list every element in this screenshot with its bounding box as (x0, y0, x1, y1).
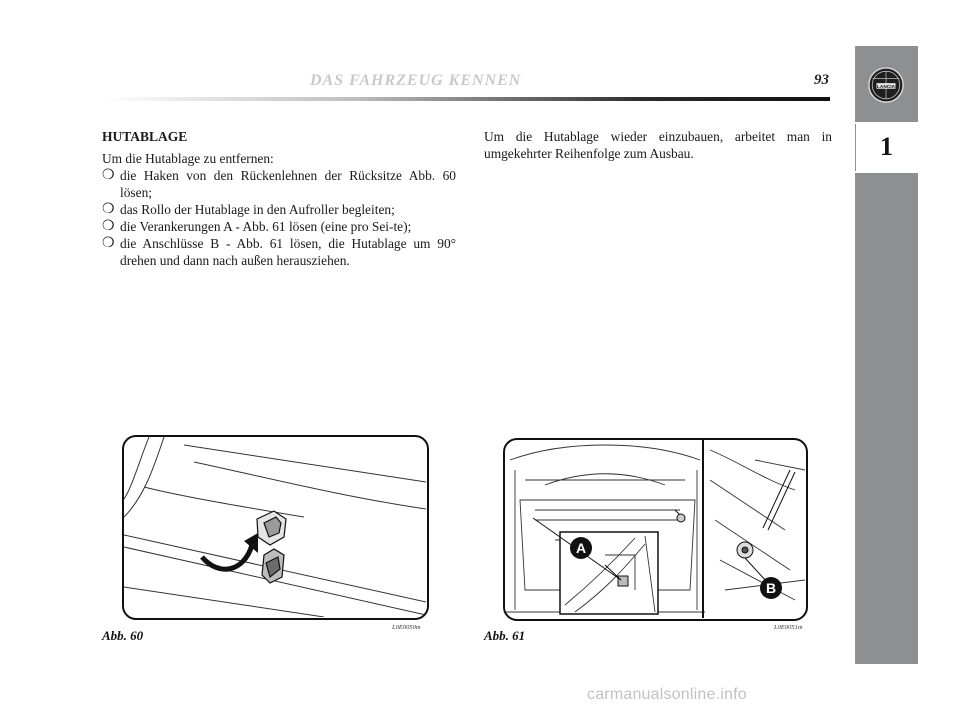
seat-hook-drawing (124, 437, 426, 617)
bullet-icon: ❍ (102, 168, 115, 183)
figure-61-caption: Abb. 61 (484, 628, 526, 643)
list-item-text: die Verankerungen A - Abb. 61 lösen (eine pro Sei-te); (120, 219, 412, 234)
running-header-title: DAS FAHRZEUG KENNEN (310, 72, 522, 89)
bullet-icon: ❍ (102, 219, 115, 234)
logo-lettering: LANCIA (877, 84, 895, 90)
list-item (102, 218, 456, 235)
list-item-text: die Anschlüsse B - Abb. 61 lösen, die Hutablage um 90° drehen und dann nach außen herausziehen. (120, 236, 456, 268)
instruction-list (102, 167, 456, 269)
figure-61-illustration (503, 438, 808, 621)
figure-60-caption: Abb. 60 (102, 628, 144, 643)
list-item-text: die Haken von den Rückenlehnen der Rücksitze Abb. 60 lösen; (120, 168, 456, 200)
bullet-icon: ❍ (102, 236, 115, 251)
list-item (102, 167, 456, 201)
callout-b-label: B (765, 580, 777, 596)
intro-line: Um die Hutablage zu entfernen: (102, 151, 274, 166)
figure-60-illustration (122, 435, 429, 620)
list-item (102, 235, 456, 269)
watermark[interactable]: carmanualsonline.info (587, 686, 747, 703)
header-rule (102, 97, 830, 101)
callout-a-label: A (575, 540, 587, 556)
list-item (102, 201, 456, 218)
reassembly-paragraph: Um die Hutablage wieder einzubauen, arbeitet man in umgekehrter Reihenfolge zum Ausbau. (484, 129, 832, 161)
section-heading: HUTABLAGE (102, 129, 188, 144)
lancia-logo-icon (867, 66, 905, 104)
chapter-number: 1 (880, 132, 893, 161)
trunk-shelf-drawing (505, 440, 805, 618)
page-number: 93 (814, 72, 829, 88)
figure-61-code: L0E0051m (774, 624, 803, 631)
right-column (484, 128, 832, 162)
bullet-icon: ❍ (102, 202, 115, 217)
figure-60-code: L0E0050m (392, 624, 421, 631)
list-item-text: das Rollo der Hutablage in den Aufroller begleiten; (120, 202, 395, 217)
left-column (102, 128, 456, 269)
sidebar-lower-panel (855, 173, 918, 664)
